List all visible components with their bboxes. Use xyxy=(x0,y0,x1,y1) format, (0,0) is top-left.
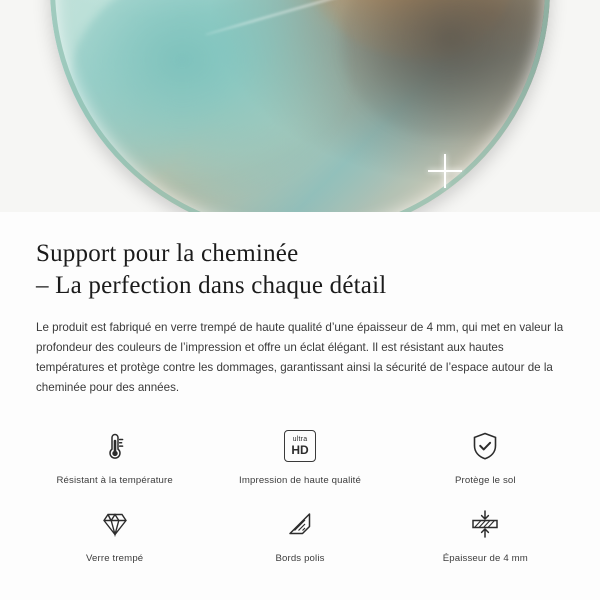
ultra-hd-icon xyxy=(284,424,316,468)
shield-check-icon xyxy=(468,424,502,468)
feature-label: Protège le sol xyxy=(454,474,516,486)
ultra-hd-badge-top: ultra xyxy=(292,435,308,443)
feature-label: Verre trempé xyxy=(86,552,144,564)
headline-line-1: Support pour la cheminée xyxy=(36,240,299,267)
feature-item-print-quality xyxy=(207,424,392,486)
diamond-icon xyxy=(97,502,133,546)
thermometer-icon xyxy=(98,424,132,468)
feature-item-polished-edges xyxy=(207,502,392,564)
page-title xyxy=(36,238,564,302)
feature-label: Épaisseur de 4 mm xyxy=(442,552,528,564)
hero-image xyxy=(0,0,600,212)
feature-item-tempered-glass xyxy=(22,502,207,564)
ultra-hd-badge-bottom: HD xyxy=(291,442,309,457)
content-block xyxy=(0,212,600,398)
feature-item-floor-protection xyxy=(393,424,578,486)
feature-item-temperature xyxy=(22,424,207,486)
polished-edges-icon xyxy=(283,502,317,546)
feature-grid xyxy=(0,424,600,564)
feature-item-thickness xyxy=(393,502,578,564)
feature-label: Bords polis xyxy=(275,552,325,564)
feature-label: Impression de haute qualité xyxy=(239,474,361,486)
feature-label: Résistant à la température xyxy=(56,474,173,486)
product-description: Le produit est fabriqué en verre trempé de haute qualité d’une épaisseur de 4 mm, qui met en valeur la profondeur des couleurs de l’impression et offre un éclat élégant. Il est résistant aux hautes températures et protège contre les dommages, garantissant ainsi la sécurité de l’espace autour de la cheminée pour des années. xyxy=(36,321,564,394)
headline-line-2: – La perfection dans chaque détail xyxy=(36,272,387,299)
thickness-arrows-icon xyxy=(465,502,505,546)
